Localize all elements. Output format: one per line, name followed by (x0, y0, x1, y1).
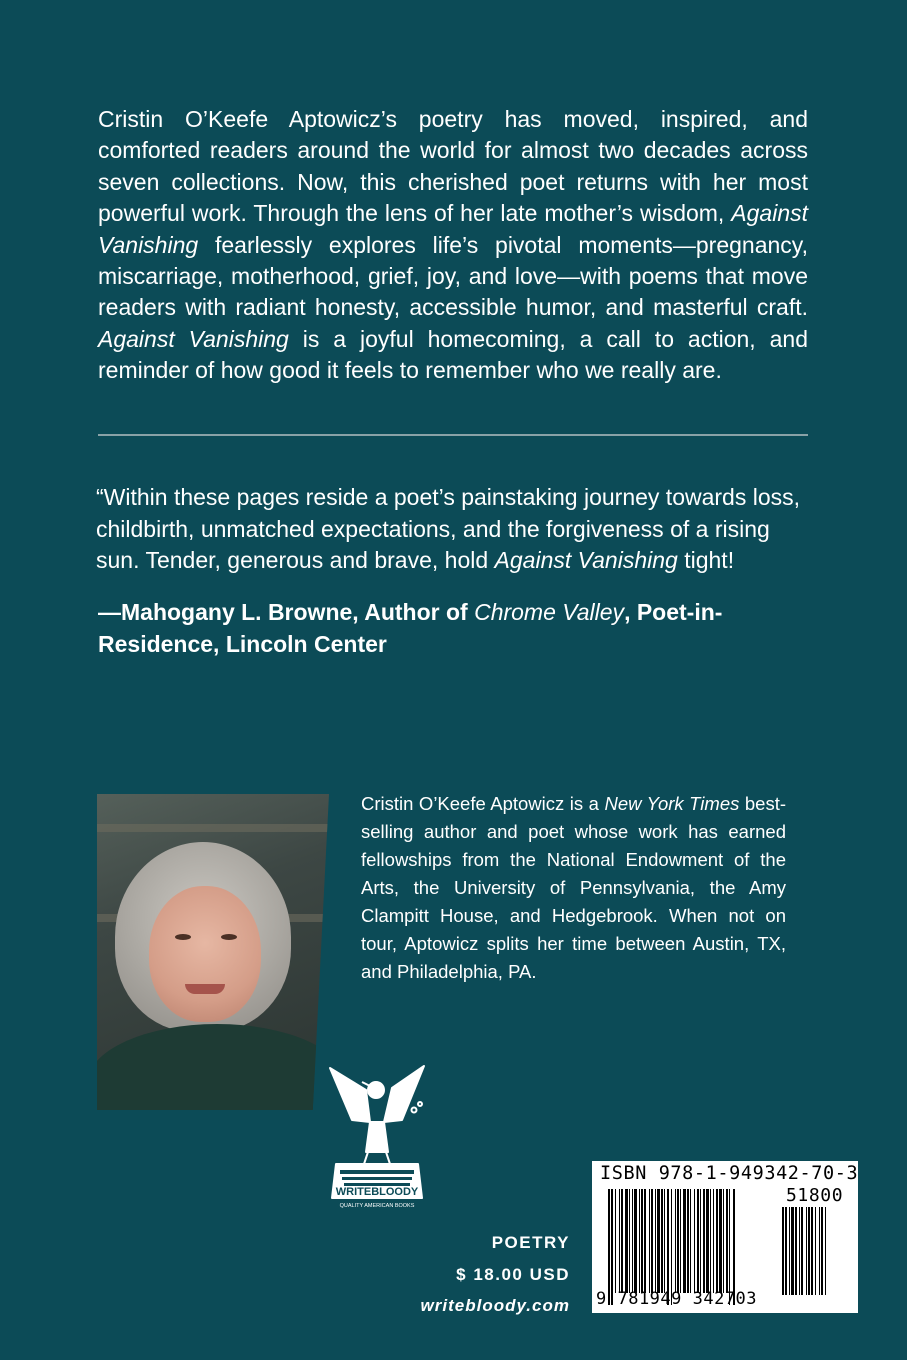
barcode-bar (726, 1189, 728, 1293)
barcode-bar (615, 1189, 616, 1293)
publisher-logo-text: WRITEBLOODY (335, 1186, 419, 1198)
barcode-bar (675, 1189, 676, 1293)
barcode-bar (611, 1189, 613, 1305)
ean-digits-text: 9 781949 342703 (596, 1289, 758, 1309)
description-text: fearlessly explores life’s pivotal moments—pregnancy, miscarriage, motherhood, grief, joy, and love—with poems that move readers with radiant honesty, accessible humor, and masterful craft. (98, 231, 808, 321)
isbn-text: ISBN 978-1-949342-70-3 (600, 1163, 859, 1184)
author-bio (361, 790, 786, 986)
barcode-bar (801, 1207, 803, 1295)
price-code-text: 51800 (786, 1185, 844, 1206)
description-text: is a joyful homecoming, a call to action, and reminder of how good it feels to remember who we really are. (98, 325, 808, 384)
bio-text: best-selling author and poet whose work has earned fellowships from the National Endowment of the Arts, the University of Pennsylvania, the Amy Clampitt House, and Hedgebrook. When not on tour, Aptowicz splits her time between Austin, TX, and Philadelphia, PA. (361, 793, 786, 982)
barcode-bar (677, 1189, 679, 1293)
barcode-bar (664, 1189, 665, 1293)
barcode-bars (608, 1189, 768, 1305)
referenced-book-title: Chrome Valley (474, 599, 625, 625)
photo-face (149, 886, 261, 1022)
barcode-bar (697, 1189, 699, 1293)
barcode-bar (716, 1189, 718, 1293)
book-title: Against Vanishing (98, 325, 289, 352)
genre-label: POETRY (491, 1233, 570, 1252)
photo-eye (175, 934, 191, 940)
barcode-bar (683, 1189, 686, 1293)
description-text: Cristin O’Keefe Aptowicz’s poetry has moved, inspired, and comforted readers around the world for almost two decades across seven collections. Now, this cherished poet returns with her most powerful work. Through the lens of her late mother’s wisdom, (98, 106, 808, 227)
barcode-bar (825, 1207, 826, 1295)
quote-text: “Within these pages reside a poet’s painstaking journey towards loss, childbirth, unmatched expectations, and the forgiveness of a rising sun. Tender, generous and brave, hold (96, 484, 801, 573)
barcode-bar (815, 1207, 816, 1295)
publisher-tagline: QUALITY AMERICAN BOOKS (339, 1203, 415, 1209)
barcode-bar (723, 1189, 724, 1293)
quote-text: tight! (677, 547, 735, 573)
endorsement-attribution (98, 597, 818, 660)
barcode-bar (719, 1189, 722, 1293)
barcode-bar (661, 1189, 663, 1293)
barcode-bar (710, 1189, 711, 1293)
divider (98, 434, 808, 436)
barcode-bar (808, 1207, 810, 1295)
book-title: Against Vanishing (98, 200, 808, 258)
publisher-logo-icon (322, 1060, 432, 1210)
author-photo (97, 794, 329, 1110)
barcode-bar (629, 1189, 630, 1293)
barcode-bar (799, 1207, 800, 1295)
barcode-bar (625, 1189, 628, 1293)
endorsement-quote (96, 482, 816, 577)
barcode-bar (634, 1189, 637, 1293)
barcode-bar (632, 1189, 633, 1293)
barcode-bar (680, 1189, 681, 1293)
barcode-bar (811, 1207, 813, 1295)
barcode-bar (713, 1189, 714, 1293)
photo-shirt (97, 1024, 329, 1110)
barcode-bar (690, 1189, 691, 1293)
attribution-text: , Poet-in-Residence, Lincoln Center (98, 599, 723, 657)
barcode-bar (795, 1207, 797, 1295)
book-description (98, 104, 808, 387)
barcode-bar (657, 1189, 660, 1293)
barcode-bar (644, 1189, 646, 1293)
barcode-bar (791, 1207, 794, 1295)
barcode-bar (694, 1189, 695, 1293)
addon-barcode-bars (782, 1207, 850, 1307)
attribution-text: —Mahogany L. Browne, Author of (98, 599, 475, 625)
barcode-bar (687, 1189, 689, 1293)
bio-text: Cristin O’Keefe Aptowicz is a (361, 793, 605, 814)
barcode-bar (655, 1189, 656, 1293)
isbn-barcode (592, 1161, 858, 1313)
barcode-bar (619, 1189, 620, 1293)
barcode-bar (700, 1189, 701, 1293)
barcode-bar (806, 1207, 807, 1295)
barcode-bar (729, 1189, 730, 1305)
barcode-bar (621, 1189, 623, 1293)
book-title: Against Vanishing (494, 547, 678, 573)
photo-background-detail (97, 824, 329, 832)
publication-name: New York Times (604, 793, 740, 814)
barcode-bar (639, 1189, 640, 1293)
barcode-bar (608, 1189, 610, 1305)
barcode-bar (649, 1189, 650, 1293)
barcode-bar (789, 1207, 790, 1295)
publisher-website: writebloody.com (420, 1296, 570, 1315)
photo-eye (221, 934, 237, 940)
barcode-bar (671, 1189, 672, 1305)
barcode-bar (821, 1207, 823, 1295)
barcode-bar (733, 1189, 735, 1305)
barcode-bar (667, 1189, 669, 1305)
barcode-bar (706, 1189, 709, 1293)
barcode-bar (641, 1189, 643, 1293)
barcode-bar (782, 1207, 784, 1295)
barcode-bar (785, 1207, 787, 1295)
photo-mouth (185, 984, 225, 994)
barcode-bar (703, 1189, 705, 1293)
barcode-bar (819, 1207, 820, 1295)
price-label: $ 18.00 USD (456, 1265, 570, 1284)
barcode-bar (651, 1189, 653, 1293)
